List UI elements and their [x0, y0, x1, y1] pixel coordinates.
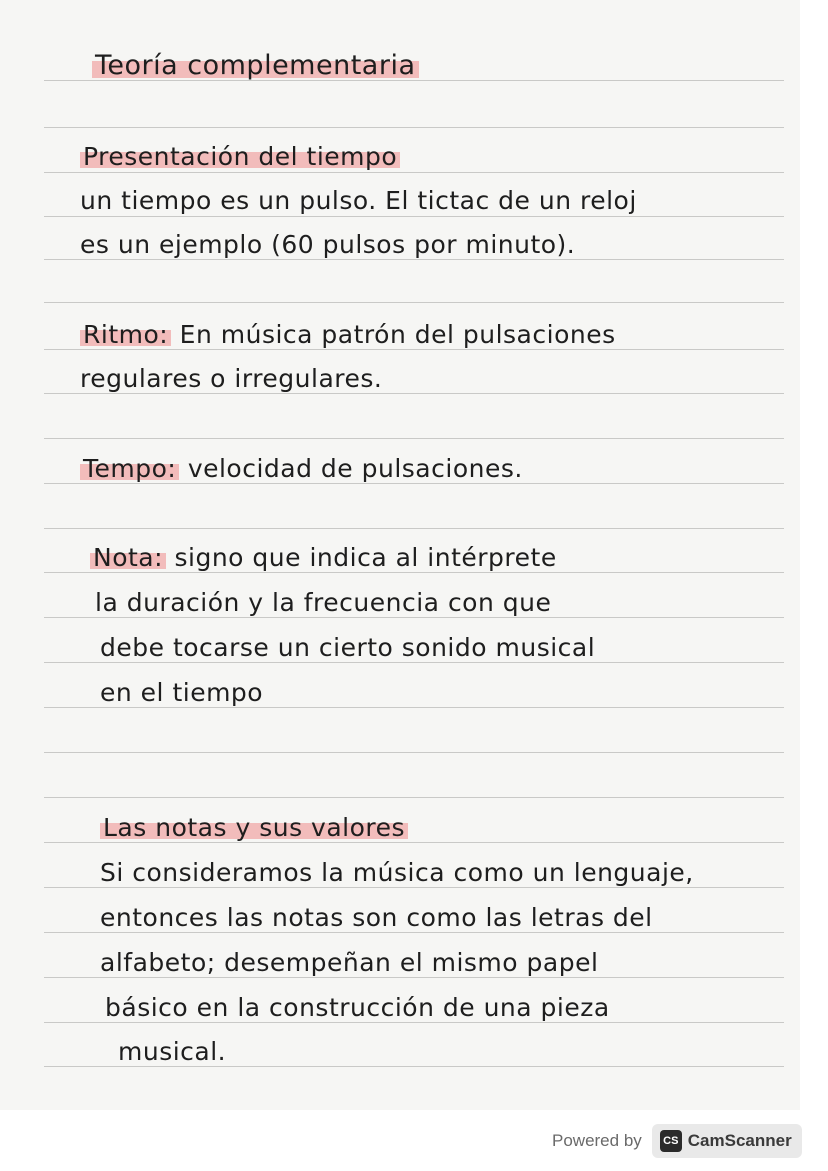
ruled-line	[44, 887, 784, 888]
ruled-line	[44, 216, 784, 217]
heading-text: Presentación del tiempo	[80, 142, 400, 171]
text-line: entonces las notas son como las letras del	[100, 903, 653, 932]
title-highlight: Teoría complementaria	[92, 50, 419, 81]
ruled-line	[44, 1066, 784, 1067]
heading-text: Las notas y sus valores	[100, 813, 408, 842]
text-line: musical.	[118, 1037, 227, 1066]
section-heading	[80, 142, 400, 171]
definition-text: En música patrón del pulsaciones	[179, 320, 616, 349]
term-label: Ritmo:	[80, 320, 171, 349]
ruled-line	[44, 393, 784, 394]
text-line: un tiempo es un pulso. El tictac de un reloj	[80, 186, 637, 215]
ruled-line	[44, 617, 784, 618]
ruled-line	[44, 932, 784, 933]
text-line: la duración y la frecuencia con que	[95, 588, 552, 617]
ruled-line	[44, 977, 784, 978]
camscanner-brand: CamScanner	[687, 1131, 792, 1150]
ruled-line	[44, 528, 784, 529]
ruled-line	[44, 302, 784, 303]
text-line: es un ejemplo (60 pulsos por minuto).	[80, 230, 576, 259]
definition-line	[90, 543, 557, 572]
ruled-line	[44, 349, 784, 350]
ruled-line	[44, 662, 784, 663]
term-label: Tempo:	[80, 454, 179, 483]
ruled-line	[44, 127, 784, 128]
text-line: alfabeto; desempeñan el mismo papel	[100, 948, 599, 977]
definition-line	[80, 454, 523, 483]
text-line: básico en la construcción de una pieza	[105, 993, 610, 1022]
camscanner-badge	[652, 1124, 802, 1158]
ruled-line	[44, 707, 784, 708]
ruled-line	[44, 842, 784, 843]
ruled-line	[44, 797, 784, 798]
ruled-line	[44, 172, 784, 173]
powered-by-text: Powered by	[552, 1131, 642, 1150]
text-line: debe tocarse un cierto sonido musical	[100, 633, 596, 662]
camscanner-watermark	[552, 1122, 802, 1160]
text-line: regulares o irregulares.	[80, 364, 383, 393]
definition-text: signo que indica al intérprete	[174, 543, 557, 572]
term-label: Nota:	[90, 543, 166, 572]
text-line: en el tiempo	[100, 678, 264, 707]
ruled-line	[44, 483, 784, 484]
ruled-line	[44, 438, 784, 439]
notes-title	[92, 50, 419, 81]
section-heading	[100, 813, 408, 842]
camscanner-logo-icon: CS	[660, 1130, 682, 1152]
text-line: Si consideramos la música como un lenguaje,	[100, 858, 694, 887]
ruled-line	[44, 1022, 784, 1023]
definition-text: velocidad de pulsaciones.	[187, 454, 523, 483]
ruled-line	[44, 259, 784, 260]
ruled-line	[44, 572, 784, 573]
ruled-line	[44, 752, 784, 753]
definition-line	[80, 320, 616, 349]
